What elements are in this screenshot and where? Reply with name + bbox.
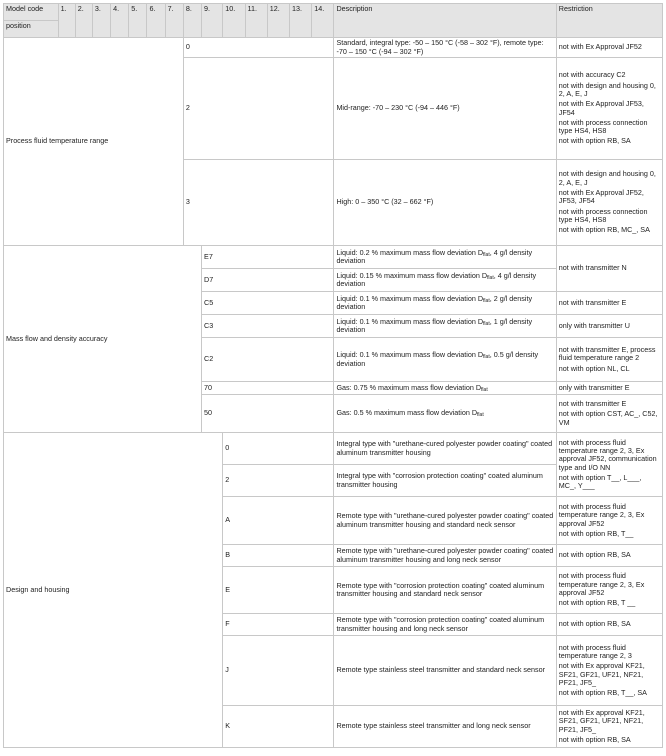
option-code: 0: [183, 38, 334, 58]
table-header: [4, 4, 663, 38]
description-text: , 4 g/l density deviation: [336, 270, 537, 288]
restriction-item: not with option RB, SA: [558, 734, 631, 744]
restriction-item: not with design and housing 0, 2, A, E, J: [558, 169, 656, 187]
option-code: E7: [202, 246, 334, 269]
description-text: Liquid: 0.1 % maximum mass flow deviation D: [336, 316, 484, 326]
description-text: Gas: 0.75 % maximum mass flow deviation D: [336, 382, 482, 392]
position-header-1: 1.: [58, 4, 75, 38]
option-code: J: [223, 636, 334, 706]
description-text: Liquid: 0.2 % maximum mass flow deviation D: [336, 247, 484, 257]
option-restriction: only with transmitter U: [556, 315, 662, 338]
position-header-2: 2.: [75, 4, 92, 38]
model-code-table: [3, 3, 663, 748]
restriction-item: not with option RB, T__, SA: [558, 688, 647, 698]
option-restriction: [556, 338, 662, 382]
position-header-13: 13.: [289, 4, 311, 38]
position-header-6: 6.: [147, 4, 165, 38]
option-description: [334, 382, 556, 395]
option-restriction: [556, 58, 662, 160]
description-text: , 1 g/l density deviation: [336, 316, 533, 334]
option-code: F: [223, 614, 334, 636]
restriction-item: not with process connection type HS4, HS8: [558, 117, 648, 136]
position-header-11: 11.: [245, 4, 267, 38]
option-description: Mid-range: -70 – 230 °C (-94 – 446 °F): [334, 58, 556, 160]
description-subscript: flat: [481, 386, 488, 393]
option-code: 70: [202, 382, 334, 395]
position-header-10: 10.: [223, 4, 245, 38]
description-text: Liquid: 0.1 % maximum mass flow deviation D: [336, 293, 484, 303]
restriction-item: not with option RB, T __: [558, 598, 636, 608]
description-text: , 2 g/l density deviation: [336, 293, 533, 311]
model-code-header: Model code: [4, 4, 59, 21]
option-description: High: 0 – 350 °C (32 – 662 °F): [334, 160, 556, 246]
option-description: Remote type stainless steel transmitter and long neck sensor: [334, 706, 556, 748]
position-header-9: 9.: [202, 4, 223, 38]
description-subscript: flat: [477, 412, 484, 419]
option-description: Remote type with "urethane-cured polyester powder coating" coated aluminum transmitter housing and long neck sensor: [334, 545, 556, 567]
option-code: D7: [202, 269, 334, 292]
option-code: 0: [223, 433, 334, 465]
section-label-process-fluid: Process fluid temperature range: [4, 38, 184, 246]
restriction-item: not with process fluid temperature range 2, 3, Ex approval JF52: [558, 571, 645, 597]
position-header-14: 14.: [312, 4, 334, 38]
option-restriction: [556, 433, 662, 497]
option-code: C2: [202, 338, 334, 382]
description-subscript: flat: [483, 251, 490, 258]
restriction-item: not with option T__, L___, MC_, Y___: [558, 472, 642, 491]
option-description: Remote type stainless steel transmitter and standard neck sensor: [334, 636, 556, 706]
position-header-3: 3.: [92, 4, 110, 38]
restriction-item: not with transmitter E, process fluid temperature range 2: [558, 345, 656, 363]
option-code: C5: [202, 292, 334, 315]
option-restriction: only with transmitter E: [556, 382, 662, 395]
restriction-item: not with Ex approval KF21, SF21, GF21, UF21, NF21, PF21, JF5_: [558, 707, 645, 734]
position-header-5: 5.: [129, 4, 147, 38]
description-text: Gas: 0.5 % maximum mass flow deviation D: [336, 408, 478, 418]
position-header-4: 4.: [111, 4, 129, 38]
description-text: , 4 g/l density deviation: [336, 247, 533, 265]
restriction-item: not with option NL, CL: [558, 363, 630, 373]
position-header-8: 8.: [183, 4, 201, 38]
option-code: 50: [202, 395, 334, 433]
restriction-item: not with process fluid temperature range 2, 3, Ex approval JF52, communication type and I/O NN: [558, 437, 657, 472]
restriction-item: not with process connection type HS4, HS8: [558, 206, 648, 224]
option-code: B: [223, 545, 334, 567]
option-code: E: [223, 567, 334, 614]
option-code: 2: [223, 465, 334, 497]
restriction-item: not with process fluid temperature range 2, 3, Ex approval JF52: [558, 501, 645, 528]
option-restriction: [556, 567, 662, 614]
option-restriction: [556, 160, 662, 246]
restriction-item: not with transmitter E: [558, 399, 627, 409]
restriction-item: not with option RB, MC_, SA: [558, 225, 650, 235]
option-code: A: [223, 497, 334, 545]
option-code: 2: [183, 58, 334, 160]
option-description: [334, 246, 556, 269]
option-restriction: [556, 636, 662, 706]
description-subscript: flat: [487, 274, 494, 281]
option-description: Remote type with "corrosion protection coating" coated aluminum transmitter housing and standard neck sensor: [334, 567, 556, 614]
description-subscript: flat: [483, 320, 490, 327]
description-header: Description: [334, 4, 556, 38]
position-label: position: [4, 21, 59, 38]
description-subscript: flat: [483, 354, 490, 361]
restriction-item: not with option RB, T__: [558, 528, 634, 538]
description-text: Liquid: 0.1 % maximum mass flow deviation D: [336, 350, 484, 360]
section-label-design-housing: Design and housing: [4, 433, 223, 748]
option-restriction: not with option RB, SA: [556, 614, 662, 636]
option-restriction: not with transmitter N: [556, 246, 662, 292]
restriction-item: not with Ex Approval JF52, JF53, JF54: [558, 188, 644, 206]
option-restriction: [556, 395, 662, 433]
table-row: [4, 433, 663, 465]
restriction-item: not with Ex approval KF21, SF21, GF21, UF21, NF21, PF21, JF5_: [558, 661, 645, 687]
option-code: K: [223, 706, 334, 748]
table-row: [4, 246, 663, 269]
restriction-item: not with Ex Approval JF52: [558, 42, 642, 52]
option-code: 3: [183, 160, 334, 246]
option-restriction: [556, 497, 662, 545]
restriction-item: not with option CST, AC_, C52, VM: [558, 409, 658, 427]
option-restriction: [556, 38, 662, 58]
option-description: Standard, integral type: -50 – 150 °C (-58 – 302 °F), remote type: -70 – 150 °C (-94 – 302 °F): [334, 38, 556, 58]
option-description: [334, 315, 556, 338]
option-description: Remote type with "urethane-cured polyester powder coating" coated aluminum transmitter housing and standard neck sensor: [334, 497, 556, 545]
option-description: [334, 338, 556, 382]
option-code: C3: [202, 315, 334, 338]
section-label-mass-flow: Mass flow and density accuracy: [4, 246, 202, 433]
position-header-7: 7.: [165, 4, 183, 38]
description-text: , 0.5 g/l density deviation: [336, 350, 539, 368]
restriction-item: not with option RB, SA: [558, 136, 631, 146]
option-description: Integral type with "urethane-cured polyester powder coating" coated aluminum transmitter housing: [334, 433, 556, 465]
restriction-item: not with accuracy C2: [558, 70, 626, 80]
option-description: [334, 269, 556, 292]
restriction-item: not with process fluid temperature range 2, 3: [558, 642, 632, 660]
option-restriction: not with transmitter E: [556, 292, 662, 315]
option-restriction: [556, 706, 662, 748]
table-row: [4, 38, 663, 58]
option-description: [334, 292, 556, 315]
position-header-12: 12.: [267, 4, 289, 38]
restriction-item: not with design and housing 0, 2, A, E, J: [558, 80, 656, 98]
option-description: Integral type with "corrosion protection coating" coated aluminum transmitter housing: [334, 465, 556, 497]
restriction-header: Restriction: [556, 4, 662, 38]
option-description: [334, 395, 556, 433]
description-text: Liquid: 0.15 % maximum mass flow deviation D: [336, 270, 488, 280]
description-subscript: flat: [483, 297, 490, 304]
option-restriction: not with option RB, SA: [556, 545, 662, 567]
option-description: Remote type with "corrosion protection coating" coated aluminum transmitter housing and long neck sensor: [334, 614, 556, 636]
restriction-item: not with Ex Approval JF53, JF54: [558, 99, 644, 117]
